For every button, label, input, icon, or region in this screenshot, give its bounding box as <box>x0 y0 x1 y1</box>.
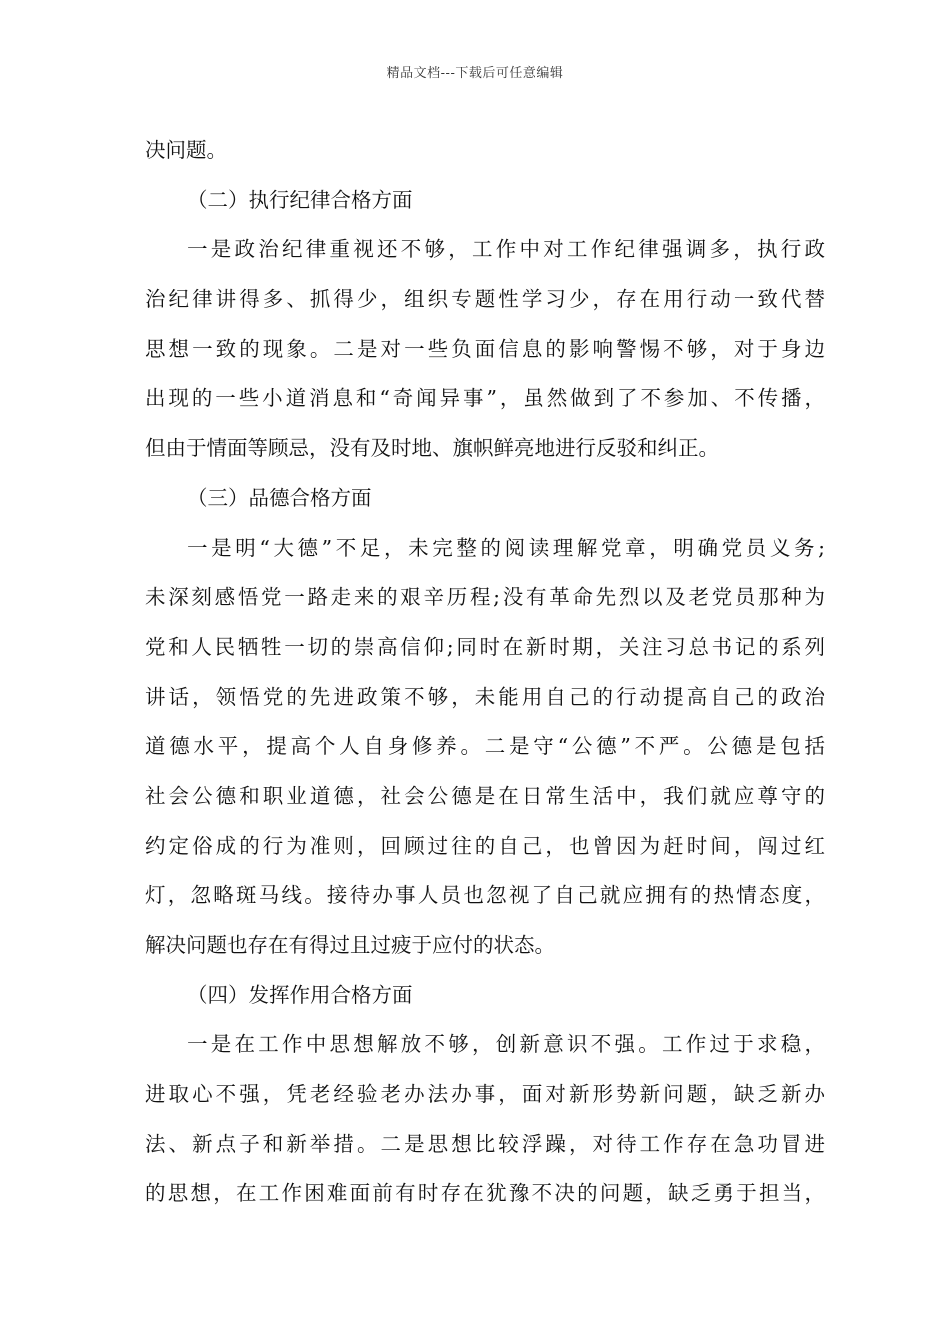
paragraph-line: 灯，忽略斑马线。接待办事人员也忽视了自己就应拥有的热情态度， <box>145 883 825 908</box>
section-heading: （四）发挥作用合格方面 <box>187 982 413 1007</box>
paragraph-line: 思想一致的现象。二是对一些负面信息的影响警惕不够，对于身边 <box>145 336 825 361</box>
paragraph-line: 一是政治纪律重视还不够，工作中对工作纪律强调多，执行政 <box>187 237 825 262</box>
paragraph-line: 约定俗成的行为准则，回顾过往的自己，也曾因为赶时间，闯过红 <box>145 833 825 858</box>
paragraph-line: 一是在工作中思想解放不够，创新意识不强。工作过于求稳， <box>187 1032 825 1057</box>
page-header: 精品文档---下载后可任意编辑 <box>386 66 564 81</box>
document-body <box>145 126 825 1219</box>
paragraph-line: 进取心不强，凭老经验老办法办事，面对新形势新问题，缺乏新办 <box>145 1082 825 1107</box>
paragraph-line: 出现的一些小道消息和“奇闻异事”，虽然做到了不参加、不传播， <box>145 386 825 411</box>
paragraph-line: 一是明“大德”不足，未完整的阅读理解党章，明确党员义务; <box>187 535 825 560</box>
paragraph-line: 决问题。 <box>145 138 227 162</box>
paragraph-line: 解决问题也存在有得过且过疲于应付的状态。 <box>145 933 555 957</box>
section-heading: （三）品德合格方面 <box>187 485 372 510</box>
section-heading: （二）执行纪律合格方面 <box>187 187 413 212</box>
paragraph-line: 法、新点子和新举措。二是思想比较浮躁，对待工作存在急功冒进 <box>145 1131 825 1156</box>
paragraph-line: 党和人民牺牲一切的崇高信仰;同时在新时期，关注习总书记的系列 <box>145 634 825 659</box>
paragraph-line: 道德水平，提高个人自身修养。二是守“公德”不严。公德是包括 <box>145 734 825 759</box>
paragraph-line: 未深刻感悟党一路走来的艰辛历程;没有革命先烈以及老党员那种为 <box>145 585 825 610</box>
paragraph-line: 治纪律讲得多、抓得少，组织专题性学习少，存在用行动一致代替 <box>145 287 825 312</box>
paragraph-line: 社会公德和职业道德，社会公德是在日常生活中，我们就应尊守的 <box>145 783 825 808</box>
paragraph-line: 的思想，在工作困难面前有时存在犹豫不决的问题，缺乏勇于担当， <box>145 1181 825 1206</box>
paragraph-line: 讲话，领悟党的先进政策不够，未能用自己的行动提高自己的政治 <box>145 684 825 709</box>
paragraph-line: 但由于情面等顾忌，没有及时地、旗帜鲜亮地进行反驳和纠正。 <box>145 436 719 461</box>
